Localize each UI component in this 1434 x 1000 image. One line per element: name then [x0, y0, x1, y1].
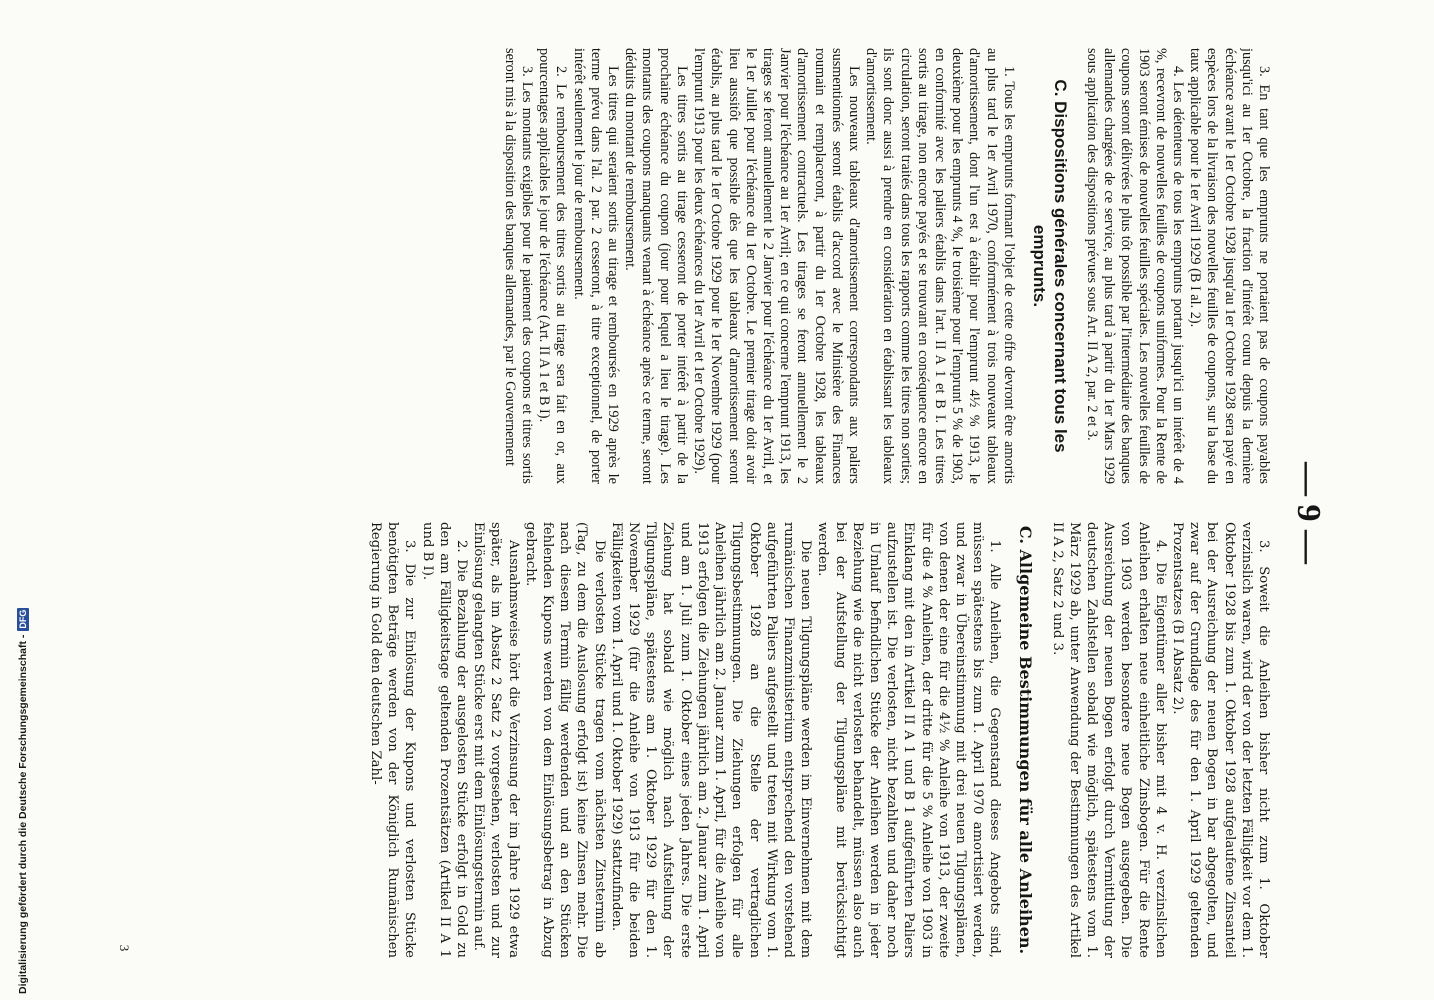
sheet-signature-mark: 3 [117, 944, 132, 952]
paragraph-de: 2. Die Bezahlung der ausgelosten Stücke erfolgt in Gold zu den am Fälligkeitstage geltenden Prozentsätzen (Artikel II A 1 und B I). [419, 522, 470, 958]
footer-credit-text: Digitalisierung gefördert durch die Deutsche Forschungsgemeinschaft - [17, 634, 29, 994]
page-number: — 9 — [1290, 462, 1327, 564]
paragraph-de: 3. Soweit die Anleihen bisher nicht zum 1. Oktober verzinslich waren, wird der von der letzten Fälligkeit vor dem 1. Oktober 1928 bis zum 1. Oktober 1928 aufgelaufene Zinsanteil bei der Ausreichung der neuen Bogen in bar abgegolten, und zwar auf der Grundlage des für den 1. April 1929 geltenden Prozentsatzes (B I Absatz 2). [1169, 522, 1271, 958]
paragraph-de: Ausnahmsweise hört die Verzinsung der im Jahre 1929 etwa später, als im Absatz 2 Satz 2 vorgesehen, verlosten und zur Einlösung gelangten Stücke erst mit dem Einlösungstermin auf. [471, 522, 521, 958]
paragraph-fr: 2. Le remboursement des titres sortis au tirage sera fait en or, aux pourcentages applicables le jour de l'échéance (Art. II A 1 et B I). [536, 48, 570, 484]
paragraph-fr: 4. Les détenteurs de tous les emprunts portant jusqu'ici un intérêt de 4 %, recevront de nouvelles feuilles de coupons uniformes. Pour la Rente de 1903 seront émises de nouvelles feuilles spéciales. Les nouvelles feuilles de coupons seront délivrées le plus tôt possible par l'intermédiaire des banques allemandes chargées de ce service, au plus tard à partir du 1er Mars 1929 sous application des dispositions prévues sous Art. II A 2, par. 2 et 3. [1083, 48, 1186, 484]
paragraph-fr: 3. Les montants exigibles pour le paiement des coupons et titres sortis seront mis à la disposition des banques allemandes, par le Gouvernement [501, 48, 536, 484]
section-heading-fr: C. Dispositions générales concernant tous les emprunts. [1029, 79, 1070, 453]
paragraph-fr: Les titres sortis au tirage cesseront de porter intérêt à partir de la prochaine échéance du coupon (jour pour lequel a lieu le tirage). Les montants des coupons manquants venant à échéance après ce terme, seront déduits du montant de remboursement. [622, 48, 690, 484]
paragraph-fr: 1. Tous les emprunts formant l'objet de cette offre devront être amortis au plus tard le 1er Avril 1970, conformément à trois nouveaux tableaux d'amortissement, dont l'un est à établir pour l'emprunt 4½ % 1913, le deuxième pour les emprunts 4 %, le troisième pour l'emprunt 5 % de 1903, en conformité avec les paliers établis dans l'art. II A 1 et B I. Les titres sortis au tirage, non encore payés et se trouvant en conséquence encore en circulation, seront traités dans tous les rapports comme les titres non sorties; ils sont donc aussi à prendre en considération en établissant les tableaux d'amortissement. [863, 48, 1017, 484]
paragraph-de: 3. Die zur Einlösung der Kupons und verlosten Stücke benötigten Beträge werden von der Königlich Rumänischen Regierung in Gold den deutschen Zahl- [368, 522, 418, 958]
digitization-footer [2, 600, 29, 994]
section-heading-de: C. Allgemeine Bestimmungen für alle Anleihen. [1016, 525, 1036, 955]
paragraph-fr: 3. En tant que les emprunts ne portaient pas de coupons payables jusqu'ici au 1er Octobre, la fraction d'intérêt couru depuis la dernière échéance avant le 1er Octobre 1928 jusqu'au 1er Octobre 1928 sera payé en espèces lors de la livraison des nouvelles feuilles de coupons, sur la base du taux applicable pour le 1er Avril 1929 (B I al. 2). [1187, 48, 1272, 484]
paragraph-de: Die verlosten Stücke tragen vom nächsten Zinstermin ab (Tag, zu dem die Auslosung erfolgt ist) keine Zinsen mehr. Die nach diesem Termin fällig werdenden und an den Stücken fehlenden Kupons werden von dem Einlösungsbetrag in Abzug gebracht. [522, 522, 607, 958]
french-column [152, 48, 1272, 484]
paragraph-de: Die neuen Tilgungspläne werden im Einvernehmen mit dem rumänischen Finanzministerium entsprechend den vorstehend aufgeführten Paliers aufgestellt und treten mit Wirkung vom 1. Oktober 1928 an die Stelle der vertraglichen Tilgungsbestimmungen. Die Ziehungen erfolgen für alle Anleihen jährlich am 2. Januar zum 1. April, für die Anleihe von 1913 erfolgen die Ziehungen jährlich am 2. Januar zum 1. April und am 1. Juli zum 1. Oktober eines jeden Jahres. Die erste Ziehung hat sobald wie möglich nach Aufstellung der Tilgungspläne, spätestens am 1. Oktober 1929 für den 1. November 1929 (für die Anleihe von 1913 für die beiden Fälligkeiten vom 1. April und 1. Oktober 1929) stattzufinden. [608, 522, 814, 958]
dfg-logo-icon: DFG [18, 609, 28, 629]
german-column [152, 522, 1272, 958]
paragraph-de: 4. Die Eigentümer aller bisher mit 4 v. H. verzinslichen Anleihen erhalten neue einheitliche Zinsbogen. Für die Rente von 1903 werden besondere neue Bogen ausgegeben. Die Ausreichung der neuen Bogen erfolgt durch Vermittlung der deutschen Zahlstellen sobald wie möglich, spätestens vom 1. März 1929 ab, unter Anwendung der Bestimmungen des Artikel II A 2, Satz 2 und 3. [1049, 522, 1168, 958]
paragraph-fr: Les nouveaux tableaux d'amortissement correspondants aux paliers susmentionnés seront établis d'accord avec le Ministère des Finances roumain et remplaceront, à partir du 1er Octobre 1928, les tableaux d'amortissement contractuels. Les tirages se feront annuellement le 2 Janvier pour l'échéance au 1er Avril; en ce qui concerne l'emprunt 1913, les tirages se feront annuellement le 2 Janvier pour l'échéance du 1er Avril, et le 1er Juillet pour l'échéance du 1er Octobre. Le premier tirage doit avoir lieu aussitôt que possible dès que les tableaux d'amortissement seront établis, au plus tard le 1er Octobre 1929 pour le 1er Novembre 1929 (pour l'emprunt 1913 pour les deux échéances du 1er Avril et 1er Octobre 1929). [691, 48, 862, 484]
paragraph-fr: Les titres qui seraient sortis au tirage et remboursés en 1929 après le terme prévu dans l'al. 2 par. 2 cesseront, à titre exceptionnel, de porter intérêt seulement le jour de remboursement. [570, 48, 622, 484]
paragraph-de: 1. Alle Anleihen, die Gegenstand dieses Angebots sind, müssen spätestens bis zum 1. April 1970 amortisiert werden, und zwar in Übereinstimmung mit drei neuen Tilgungsplänen, von denen der eine für die 4½ % Anleihe von 1913, der zweite für die 4 % Anleihen, der dritte für die 5 % Anleihe von 1903 in Einklang mit den in Artikel II A 1 und B 1 aufgeführten Paliers aufzustellen ist. Die verlosten, nicht bezahlten und daher noch in Umlauf befindlichen Stücke der Anleihen werden in jeder Beziehung wie die nicht verlosten behandelt, müssen also auch bei der Aufstellung der Tilgungspläne mit berücksichtigt werden. [815, 522, 1003, 958]
rotated-page-content [72, 48, 1332, 978]
